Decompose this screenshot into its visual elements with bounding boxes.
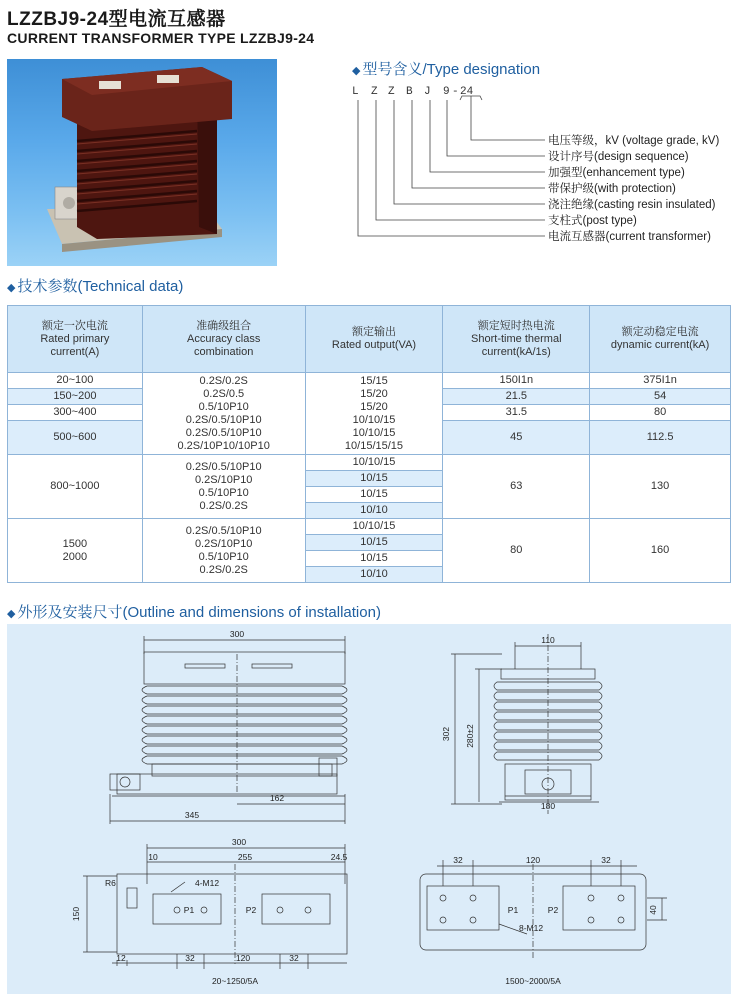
- table-row: [8, 519, 731, 535]
- dim-label: 4-M12: [195, 878, 220, 888]
- primary-cell: 1500 2000: [8, 519, 143, 583]
- code-letter: J: [424, 86, 431, 98]
- caption: 20~1250/5A: [211, 976, 259, 986]
- thermal-cell: 80: [443, 519, 590, 583]
- product-photo: [7, 59, 277, 266]
- dynamic-cell: 54: [590, 389, 731, 405]
- dim-label: 40: [648, 905, 658, 915]
- outline-drawings: [7, 624, 731, 994]
- accuracy-cell: 0.2S/0.2S 0.2S/0.5 0.5/10P10 0.2S/0.5/10P10 0.2S/0.5/10P10 0.2S/10P10/10P10: [142, 373, 305, 455]
- code-letter: -: [452, 86, 459, 98]
- accuracy-cell: 0.2S/0.5/10P10 0.2S/10P10 0.5/10P10 0.2S/0.2S: [142, 455, 305, 519]
- code-letter: B: [406, 86, 413, 98]
- dynamic-cell: 160: [590, 519, 731, 583]
- header-accuracy-class: 准确级组合 Accuracy class combination: [142, 306, 305, 373]
- primary-cell: 150~200: [8, 389, 143, 405]
- bullet-icon: ◆: [352, 65, 361, 77]
- dim-label: R6: [105, 878, 116, 888]
- output-cell: 10/15: [305, 471, 443, 487]
- header-thermal-current: 额定短时热电流 Short-time thermal current(kA/1s): [443, 306, 590, 373]
- designation-leader-lines: [350, 86, 550, 246]
- dim-label: P2: [547, 905, 559, 915]
- code-letter: 9: [443, 86, 450, 98]
- dim-label: 110: [541, 635, 555, 645]
- dim-label: 32: [453, 855, 463, 865]
- header-primary-current: 额定一次电流 Rated primary current(A): [8, 306, 143, 373]
- designation-line: 浇注绝缘(casting resin insulated): [548, 199, 716, 211]
- code-letter: Z: [371, 86, 378, 98]
- accuracy-cell: 0.2S/0.5/10P10 0.2S/10P10 0.5/10P10 0.2S/0.2S: [142, 519, 305, 583]
- dim-label: 10: [148, 852, 158, 862]
- code-letter: 24: [460, 86, 474, 98]
- thermal-cell: 21.5: [443, 389, 590, 405]
- dim-label: 180: [540, 801, 556, 811]
- outline-heading: ◆ 外形及安装尺寸(Outline and dimensions of installation): [7, 604, 381, 621]
- primary-cell: 300~400: [8, 405, 143, 421]
- dim-label: 24.5: [330, 852, 348, 862]
- dim-label: 300: [231, 837, 247, 847]
- output-cell: 10/10/15: [305, 519, 443, 535]
- code-letter: L: [352, 86, 359, 98]
- page-subtitle: CURRENT TRANSFORMER TYPE LZZBJ9-24: [7, 30, 315, 46]
- dim-label: 32: [185, 953, 195, 963]
- page-title: LZZBJ9-24型电流互感器: [7, 9, 226, 30]
- dim-label: 12: [116, 953, 126, 963]
- output-cell: 10/10: [305, 567, 443, 583]
- header-dynamic-current: 额定动稳定电流 dynamic current(kA): [590, 306, 731, 373]
- thermal-cell: 150I1n: [443, 373, 590, 389]
- thermal-cell: 45: [443, 421, 590, 455]
- output-cell: 10/10/15: [305, 455, 443, 471]
- designation-line: 电流互感器(current transformer): [548, 231, 711, 243]
- primary-cell: 20~100: [8, 373, 143, 389]
- designation-line: 支柱式(post type): [548, 215, 637, 227]
- caption: 1500~2000/5A: [505, 976, 561, 986]
- bullet-icon: ◆: [7, 608, 16, 620]
- output-cell: 10/10: [305, 503, 443, 519]
- dim-label: 120: [525, 855, 541, 865]
- dim-label: P1: [507, 905, 519, 915]
- dynamic-cell: 112.5: [590, 421, 731, 455]
- header-rated-output: 额定输出 Rated output(VA): [305, 306, 443, 373]
- output-cell: 10/15: [305, 551, 443, 567]
- designation-line: 带保护级(with protection): [548, 183, 676, 195]
- dim-label: 32: [601, 855, 611, 865]
- table-header-row: [8, 306, 731, 373]
- dim-label: 280±2: [465, 724, 475, 748]
- dim-label: P1: [183, 905, 195, 915]
- transformer-illustration: [7, 59, 277, 266]
- dim-label: 300: [229, 629, 245, 639]
- thermal-cell: 31.5: [443, 405, 590, 421]
- technical-data-table: [7, 305, 731, 583]
- dim-label: 255: [237, 852, 253, 862]
- output-cell: 15/15 15/20 15/20 10/10/15 10/10/15 10/15/15/15: [305, 373, 443, 455]
- designation-line: 电压等级，kV (voltage grade, kV): [548, 135, 720, 147]
- dynamic-cell: 80: [590, 405, 731, 421]
- thermal-cell: 63: [443, 455, 590, 519]
- dim-label: 120: [235, 953, 251, 963]
- dim-label: 345: [184, 810, 200, 820]
- table-row: [8, 373, 731, 389]
- designation-heading: ◆ 型号含义/Type designation: [352, 61, 541, 78]
- designation-line: 加强型(enhancement type): [548, 167, 685, 179]
- designation-diagram: [350, 86, 740, 246]
- dim-label: 150: [71, 906, 81, 922]
- technical-heading: ◆ 技术参数(Technical data): [7, 278, 184, 295]
- dim-label: P2: [245, 905, 257, 915]
- outline-drawing-svg: [7, 624, 731, 994]
- dim-label: 162: [269, 793, 285, 803]
- primary-cell: 500~600: [8, 421, 143, 455]
- dim-label: 32: [289, 953, 299, 963]
- code-letter: Z: [388, 86, 395, 98]
- primary-cell: 800~1000: [8, 455, 143, 519]
- designation-line: 设计序号(design sequence): [548, 151, 689, 163]
- dim-label: 302: [441, 726, 451, 742]
- table-row: [8, 455, 731, 471]
- output-cell: 10/15: [305, 487, 443, 503]
- dynamic-cell: 130: [590, 455, 731, 519]
- dynamic-cell: 375I1n: [590, 373, 731, 389]
- dim-label: 8-M12: [519, 923, 544, 933]
- bullet-icon: ◆: [7, 282, 16, 294]
- output-cell: 10/15: [305, 535, 443, 551]
